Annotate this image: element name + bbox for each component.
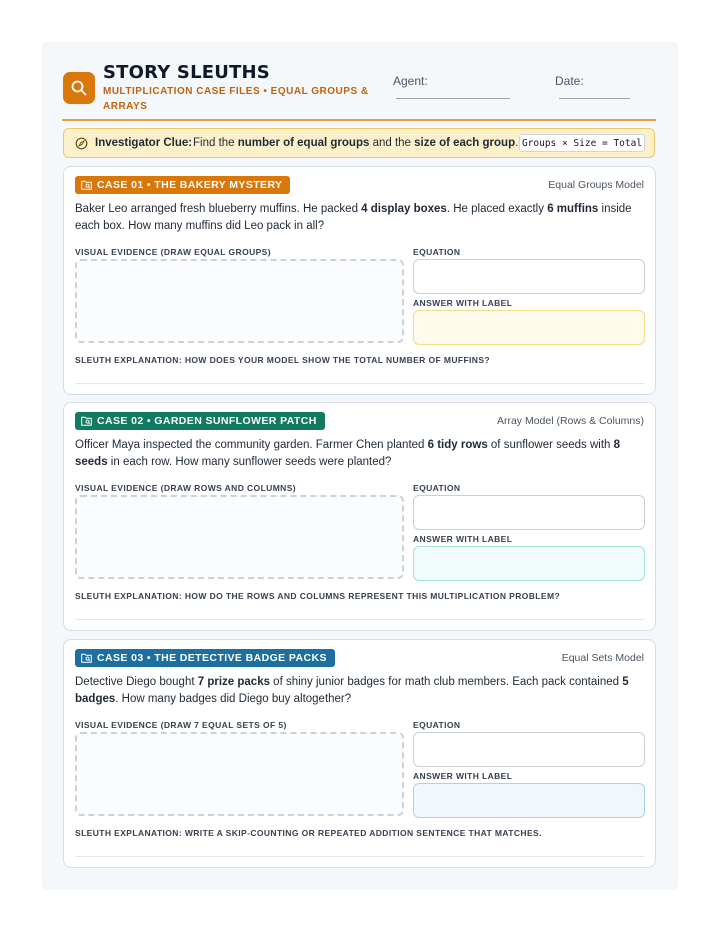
prompt-text: . He placed exactly [446,203,548,215]
visual-evidence-label: VISUAL EVIDENCE (DRAW EQUAL GROUPS) [75,247,271,257]
model-type: Equal Groups Model [548,179,644,191]
folder-search-icon [81,653,92,663]
clue-text [193,137,518,149]
case-badge [75,412,325,430]
case-badge [75,649,335,667]
clue-label: Investigator Clue: [95,137,193,149]
prompt-text: Officer Maya inspected the community garden. Farmer Chen planted [75,439,428,451]
prompt-emphasis: 6 muffins [547,203,599,215]
page-title: STORY SLEUTHS [103,62,270,83]
case-card [63,639,656,868]
prompt-emphasis: 7 prize packs [197,676,270,688]
answer-label: ANSWER WITH LABEL [413,298,513,308]
answer-field[interactable] [413,310,645,345]
prompt-emphasis: 5 badges [75,676,629,705]
prompt-text: . How many badges did Diego buy altogether? [115,693,352,705]
folder-search-icon [81,180,92,190]
model-type: Equal Sets Model [561,652,644,664]
answer-field[interactable] [413,546,645,581]
prompt-emphasis: 4 display boxes [361,203,447,215]
prompt-text: in each row. How many sunflower seeds were planted? [107,456,392,468]
clue-text-part: and the [369,137,415,149]
worksheet [42,42,678,890]
prompt-text: inside each box. How many muffins did Leo pack in all? [75,203,632,232]
clue-emphasis: size of each group [414,137,516,149]
equation-field[interactable] [413,259,645,294]
visual-evidence-label: VISUAL EVIDENCE (DRAW 7 EQUAL SETS OF 5) [75,720,287,730]
prompt-emphasis: 6 tidy rows [427,439,488,451]
header-divider [62,119,656,121]
equation-label: EQUATION [413,247,461,257]
case-prompt [75,437,647,471]
prompt-text: Detective Diego bought [75,676,198,688]
answer-label: ANSWER WITH LABEL [413,534,513,544]
folder-search-icon [81,416,92,426]
explanation-label: SLEUTH EXPLANATION: HOW DO THE ROWS AND COLUMNS REPRESENT THIS MULTIPLICATION PROBLEM? [75,591,561,601]
visual-evidence-box[interactable] [75,732,404,816]
case-card [63,166,656,395]
case-badge [75,176,290,194]
page-subtitle: MULTIPLICATION CASE FILES • EQUAL GROUPS & ARRAYS [103,86,369,112]
equation-field[interactable] [413,732,645,767]
prompt-text: of sunflower seeds with [487,439,614,451]
case-badge-label: CASE 02 • GARDEN SUNFLOWER PATCH [97,415,317,427]
answer-field[interactable] [413,783,645,818]
prompt-text: of shiny junior badges for math club members. Each pack contained [269,676,623,688]
compass-icon [75,137,88,155]
case-prompt [75,201,647,235]
investigator-clue [63,128,655,158]
equation-field[interactable] [413,495,645,530]
prompt-text: Baker Leo arranged fresh blueberry muffins. He packed [75,203,362,215]
date-line[interactable] [559,98,630,99]
case-badge-label: CASE 03 • THE DETECTIVE BADGE PACKS [97,652,327,664]
visual-evidence-box[interactable] [75,259,404,343]
date-label: Date: [555,74,584,88]
explanation-label: SLEUTH EXPLANATION: WRITE A SKIP-COUNTING OR REPEATED ADDITION SENTENCE THAT MATCHES. [75,828,542,838]
equation-label: EQUATION [413,720,461,730]
case-prompt [75,674,647,708]
case-card [63,402,656,631]
visual-evidence-box[interactable] [75,495,404,579]
visual-evidence-label: VISUAL EVIDENCE (DRAW ROWS AND COLUMNS) [75,483,297,493]
clue-text-part: Find the [193,137,238,149]
explanation-line[interactable] [75,856,645,857]
explanation-line[interactable] [75,383,645,384]
prompt-emphasis: 8 seeds [75,439,621,468]
clue-text-part: . [515,137,519,149]
equation-label: EQUATION [413,483,461,493]
agent-name-line[interactable] [396,98,510,99]
agent-label: Agent: [393,74,428,88]
explanation-line[interactable] [75,619,645,620]
model-type: Array Model (Rows & Columns) [496,415,644,427]
magnifier-icon [63,72,95,104]
clue-emphasis: number of equal groups [237,137,370,149]
answer-label: ANSWER WITH LABEL [413,771,513,781]
explanation-label: SLEUTH EXPLANATION: HOW DOES YOUR MODEL SHOW THE TOTAL NUMBER OF MUFFINS? [75,355,491,365]
case-badge-label: CASE 01 • THE BAKERY MYSTERY [97,179,283,191]
formula-box: Groups × Size = Total [519,134,645,152]
